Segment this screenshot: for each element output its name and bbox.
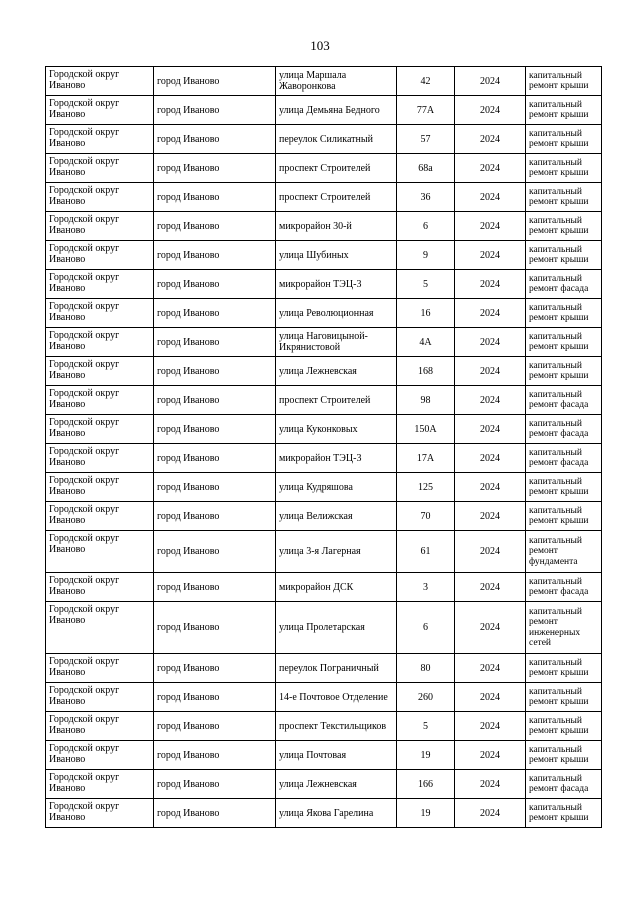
street-cell: микрорайон ДСК [276, 573, 397, 602]
table-row [46, 67, 602, 96]
okrug-cell: Городской округ Иваново [46, 183, 154, 212]
table-row [46, 212, 602, 241]
okrug-cell: Городской округ Иваново [46, 299, 154, 328]
year-cell: 2024 [455, 183, 526, 212]
street-cell: микрорайон 30-й [276, 212, 397, 241]
year-cell: 2024 [455, 654, 526, 683]
house-number-cell: 9 [397, 241, 455, 270]
house-number-cell: 125 [397, 473, 455, 502]
work-type-cell: капитальный ремонт фасада [526, 573, 602, 602]
work-type-cell: капитальный ремонт фасада [526, 444, 602, 473]
okrug-cell: Городской округ Иваново [46, 415, 154, 444]
city-cell: город Иваново [154, 502, 276, 531]
table-row [46, 154, 602, 183]
street-cell: улица Маршала Жаворонкова [276, 67, 397, 96]
city-cell: город Иваново [154, 154, 276, 183]
city-cell: город Иваново [154, 683, 276, 712]
street-cell: улица Наговицыной-Икрянистовой [276, 328, 397, 357]
street-cell: проспект Строителей [276, 183, 397, 212]
work-type-cell: капитальный ремонт крыши [526, 799, 602, 828]
year-cell: 2024 [455, 212, 526, 241]
street-cell: улица Революционная [276, 299, 397, 328]
table-row [46, 299, 602, 328]
street-cell: улица Кудряшова [276, 473, 397, 502]
street-cell: переулок Пограничный [276, 654, 397, 683]
street-cell: улица Пролетарская [276, 602, 397, 654]
work-type-cell: капитальный ремонт крыши [526, 183, 602, 212]
okrug-cell: Городской округ Иваново [46, 357, 154, 386]
table-row [46, 654, 602, 683]
table-row [46, 473, 602, 502]
house-number-cell: 3 [397, 573, 455, 602]
work-type-cell: капитальный ремонт крыши [526, 502, 602, 531]
table-row [46, 712, 602, 741]
work-type-cell: капитальный ремонт фасада [526, 270, 602, 299]
okrug-cell: Городской округ Иваново [46, 241, 154, 270]
street-cell: улица Шубиных [276, 241, 397, 270]
okrug-cell: Городской округ Иваново [46, 67, 154, 96]
work-type-cell: капитальный ремонт крыши [526, 654, 602, 683]
work-type-cell: капитальный ремонт крыши [526, 96, 602, 125]
street-cell: улица Почтовая [276, 741, 397, 770]
year-cell: 2024 [455, 299, 526, 328]
okrug-cell: Городской округ Иваново [46, 386, 154, 415]
city-cell: город Иваново [154, 741, 276, 770]
street-cell: улица Якова Гарелина [276, 799, 397, 828]
table-body [46, 67, 602, 828]
street-cell: улица Велижская [276, 502, 397, 531]
city-cell: город Иваново [154, 270, 276, 299]
table-row [46, 386, 602, 415]
house-number-cell: 4А [397, 328, 455, 357]
okrug-cell: Городской округ Иваново [46, 712, 154, 741]
table-row [46, 502, 602, 531]
house-number-cell: 68а [397, 154, 455, 183]
city-cell: город Иваново [154, 799, 276, 828]
okrug-cell: Городской округ Иваново [46, 125, 154, 154]
okrug-cell: Городской округ Иваново [46, 473, 154, 502]
work-type-cell: капитальный ремонт крыши [526, 328, 602, 357]
city-cell: город Иваново [154, 96, 276, 125]
street-cell: улица Демьяна Бедного [276, 96, 397, 125]
city-cell: город Иваново [154, 212, 276, 241]
year-cell: 2024 [455, 270, 526, 299]
okrug-cell: Городской округ Иваново [46, 444, 154, 473]
house-number-cell: 77А [397, 96, 455, 125]
year-cell: 2024 [455, 473, 526, 502]
city-cell: город Иваново [154, 473, 276, 502]
work-type-cell: капитальный ремонт фасада [526, 415, 602, 444]
year-cell: 2024 [455, 683, 526, 712]
city-cell: город Иваново [154, 415, 276, 444]
year-cell: 2024 [455, 573, 526, 602]
year-cell: 2024 [455, 712, 526, 741]
table-row [46, 328, 602, 357]
city-cell: город Иваново [154, 241, 276, 270]
house-number-cell: 61 [397, 531, 455, 573]
work-type-cell: капитальный ремонт крыши [526, 357, 602, 386]
street-cell: улица Лежневская [276, 357, 397, 386]
okrug-cell: Городской округ Иваново [46, 770, 154, 799]
table-row [46, 96, 602, 125]
house-number-cell: 17А [397, 444, 455, 473]
house-number-cell: 6 [397, 602, 455, 654]
table-row [46, 573, 602, 602]
house-number-cell: 70 [397, 502, 455, 531]
table-row [46, 241, 602, 270]
house-number-cell: 260 [397, 683, 455, 712]
work-type-cell: капитальный ремонт крыши [526, 473, 602, 502]
street-cell: проспект Строителей [276, 386, 397, 415]
table-row [46, 270, 602, 299]
city-cell: город Иваново [154, 602, 276, 654]
work-type-cell: капитальный ремонт крыши [526, 683, 602, 712]
table-row [46, 125, 602, 154]
work-type-cell: капитальный ремонт крыши [526, 154, 602, 183]
work-type-cell: капитальный ремонт фундамента [526, 531, 602, 573]
table-row [46, 602, 602, 654]
work-type-cell: капитальный ремонт крыши [526, 212, 602, 241]
street-cell: переулок Силикатный [276, 125, 397, 154]
city-cell: город Иваново [154, 770, 276, 799]
house-number-cell: 57 [397, 125, 455, 154]
house-number-cell: 36 [397, 183, 455, 212]
city-cell: город Иваново [154, 654, 276, 683]
okrug-cell: Городской округ Иваново [46, 328, 154, 357]
year-cell: 2024 [455, 602, 526, 654]
table-row [46, 415, 602, 444]
year-cell: 2024 [455, 770, 526, 799]
year-cell: 2024 [455, 154, 526, 183]
city-cell: город Иваново [154, 531, 276, 573]
city-cell: город Иваново [154, 67, 276, 96]
table-row [46, 799, 602, 828]
table-row [46, 531, 602, 573]
work-type-cell: капитальный ремонт инженерных сетей [526, 602, 602, 654]
year-cell: 2024 [455, 67, 526, 96]
year-cell: 2024 [455, 328, 526, 357]
table-row [46, 741, 602, 770]
repair-register-table [45, 66, 602, 828]
house-number-cell: 5 [397, 270, 455, 299]
work-type-cell: капитальный ремонт крыши [526, 125, 602, 154]
okrug-cell: Городской округ Иваново [46, 602, 154, 654]
okrug-cell: Городской округ Иваново [46, 502, 154, 531]
house-number-cell: 150А [397, 415, 455, 444]
work-type-cell: капитальный ремонт фасада [526, 770, 602, 799]
house-number-cell: 19 [397, 741, 455, 770]
okrug-cell: Городской округ Иваново [46, 270, 154, 299]
okrug-cell: Городской округ Иваново [46, 212, 154, 241]
street-cell: проспект Строителей [276, 154, 397, 183]
street-cell: улица Лежневская [276, 770, 397, 799]
work-type-cell: капитальный ремонт крыши [526, 741, 602, 770]
work-type-cell: капитальный ремонт крыши [526, 299, 602, 328]
okrug-cell: Городской округ Иваново [46, 154, 154, 183]
city-cell: город Иваново [154, 386, 276, 415]
house-number-cell: 42 [397, 67, 455, 96]
work-type-cell: капитальный ремонт крыши [526, 241, 602, 270]
year-cell: 2024 [455, 386, 526, 415]
street-cell: микрорайон ТЭЦ-3 [276, 270, 397, 299]
street-cell: микрорайон ТЭЦ-3 [276, 444, 397, 473]
house-number-cell: 19 [397, 799, 455, 828]
year-cell: 2024 [455, 531, 526, 573]
house-number-cell: 5 [397, 712, 455, 741]
work-type-cell: капитальный ремонт фасада [526, 386, 602, 415]
work-type-cell: капитальный ремонт крыши [526, 67, 602, 96]
okrug-cell: Городской округ Иваново [46, 654, 154, 683]
okrug-cell: Городской округ Иваново [46, 683, 154, 712]
year-cell: 2024 [455, 125, 526, 154]
okrug-cell: Городской округ Иваново [46, 96, 154, 125]
house-number-cell: 16 [397, 299, 455, 328]
year-cell: 2024 [455, 415, 526, 444]
street-cell: 14-е Почтовое Отделение [276, 683, 397, 712]
street-cell: улица Куконковых [276, 415, 397, 444]
okrug-cell: Городской округ Иваново [46, 531, 154, 573]
house-number-cell: 80 [397, 654, 455, 683]
city-cell: город Иваново [154, 712, 276, 741]
city-cell: город Иваново [154, 125, 276, 154]
table-row [46, 770, 602, 799]
city-cell: город Иваново [154, 183, 276, 212]
city-cell: город Иваново [154, 444, 276, 473]
street-cell: проспект Текстильщиков [276, 712, 397, 741]
year-cell: 2024 [455, 96, 526, 125]
work-type-cell: капитальный ремонт крыши [526, 712, 602, 741]
city-cell: город Иваново [154, 357, 276, 386]
house-number-cell: 98 [397, 386, 455, 415]
table-row [46, 183, 602, 212]
table-row [46, 357, 602, 386]
city-cell: город Иваново [154, 573, 276, 602]
year-cell: 2024 [455, 444, 526, 473]
year-cell: 2024 [455, 357, 526, 386]
street-cell: улица 3-я Лагерная [276, 531, 397, 573]
okrug-cell: Городской округ Иваново [46, 573, 154, 602]
house-number-cell: 166 [397, 770, 455, 799]
year-cell: 2024 [455, 241, 526, 270]
okrug-cell: Городской округ Иваново [46, 741, 154, 770]
table-row [46, 444, 602, 473]
okrug-cell: Городской округ Иваново [46, 799, 154, 828]
page-number: 103 [310, 38, 330, 53]
city-cell: город Иваново [154, 328, 276, 357]
city-cell: город Иваново [154, 299, 276, 328]
table-row [46, 683, 602, 712]
year-cell: 2024 [455, 741, 526, 770]
year-cell: 2024 [455, 799, 526, 828]
house-number-cell: 168 [397, 357, 455, 386]
house-number-cell: 6 [397, 212, 455, 241]
year-cell: 2024 [455, 502, 526, 531]
